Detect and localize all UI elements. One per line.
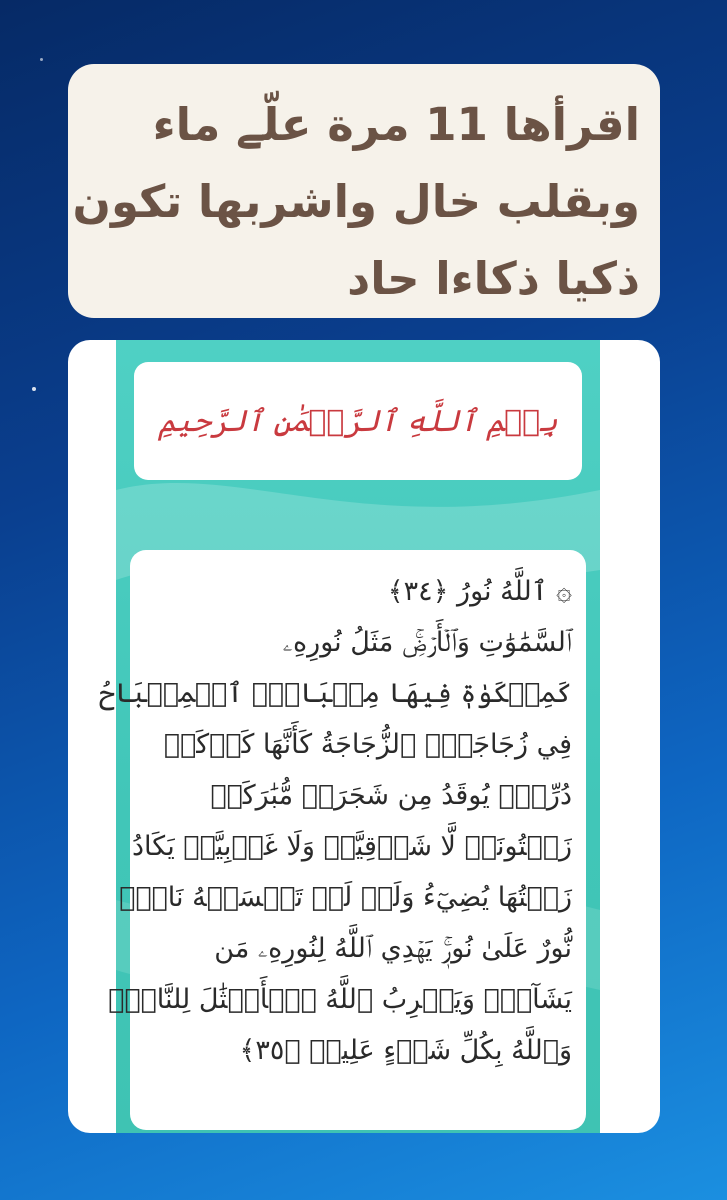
verse-line: ٱلسَّمَٰوَٰتِ وَٱلۡأَرۡضِۚ مَثَلُ نُورِهِۦ xyxy=(282,627,572,658)
instruction-card xyxy=(68,64,660,318)
sparkle-star xyxy=(40,58,43,61)
verse-line: كَمِشۡكَوٰةٖ فِيهَا مِصۡبَاحٌۖ ٱلۡمِصۡبَاحُ xyxy=(99,678,572,709)
instruction-line-1: اقرأها 11 مرة علّے ماء xyxy=(152,98,640,151)
verse-line: وَٱللَّهُ بِكُلِّ شَيۡءٍ عَلِيمٞ ﴿٣٥﴾ xyxy=(239,1035,572,1066)
verse-line: دُرِّيّٞ يُوقَدُ مِن شَجَرَةٖ مُّبَٰرَكَةٖ xyxy=(210,780,572,811)
verse-image-card xyxy=(68,340,660,1133)
instruction-line-2: وبقلب خال واشربها تكون xyxy=(72,175,640,228)
basmala-banner xyxy=(134,362,582,480)
instruction-line-3: ذكيا ذكاءا حاد xyxy=(347,252,640,305)
verse-line: زَيۡتُهَا يُضِيٓءُ وَلَوۡ لَمۡ تَمۡسَسۡهُ نَارٞۚ xyxy=(119,882,572,913)
verse-line: نُّورٌ عَلَىٰ نُورٖۚ يَهۡدِي ٱللَّهُ لِنُورِهِۦ مَن xyxy=(214,933,572,964)
sparkle-star xyxy=(32,387,36,391)
verse-text-box xyxy=(99,550,586,1130)
verse-line: يَشَآءُۚ وَيَضۡرِبُ ٱللَّهُ ٱلۡأَمۡثَٰلَ لِلنَّاسِۗ xyxy=(108,984,572,1015)
verse-line: ۞ ٱللَّهُ نُورُ ﴿٣٤﴾ xyxy=(387,576,572,607)
verse-line: فِي زُجَاجَةٍۖ ٱلزُّجَاجَةُ كَأَنَّهَا كَوۡكَبٞ xyxy=(163,729,572,760)
teal-background-panel xyxy=(99,340,600,1133)
basmala-text: بِسۡمِ ٱللَّهِ ٱلرَّحۡمَٰنِ ٱلرَّحِيمِ xyxy=(158,403,558,439)
verse-line: زَيۡتُونَةٖ لَّا شَرۡقِيَّةٖ وَلَا غَرۡبِيَّةٖ يَكَادُ xyxy=(132,831,572,862)
